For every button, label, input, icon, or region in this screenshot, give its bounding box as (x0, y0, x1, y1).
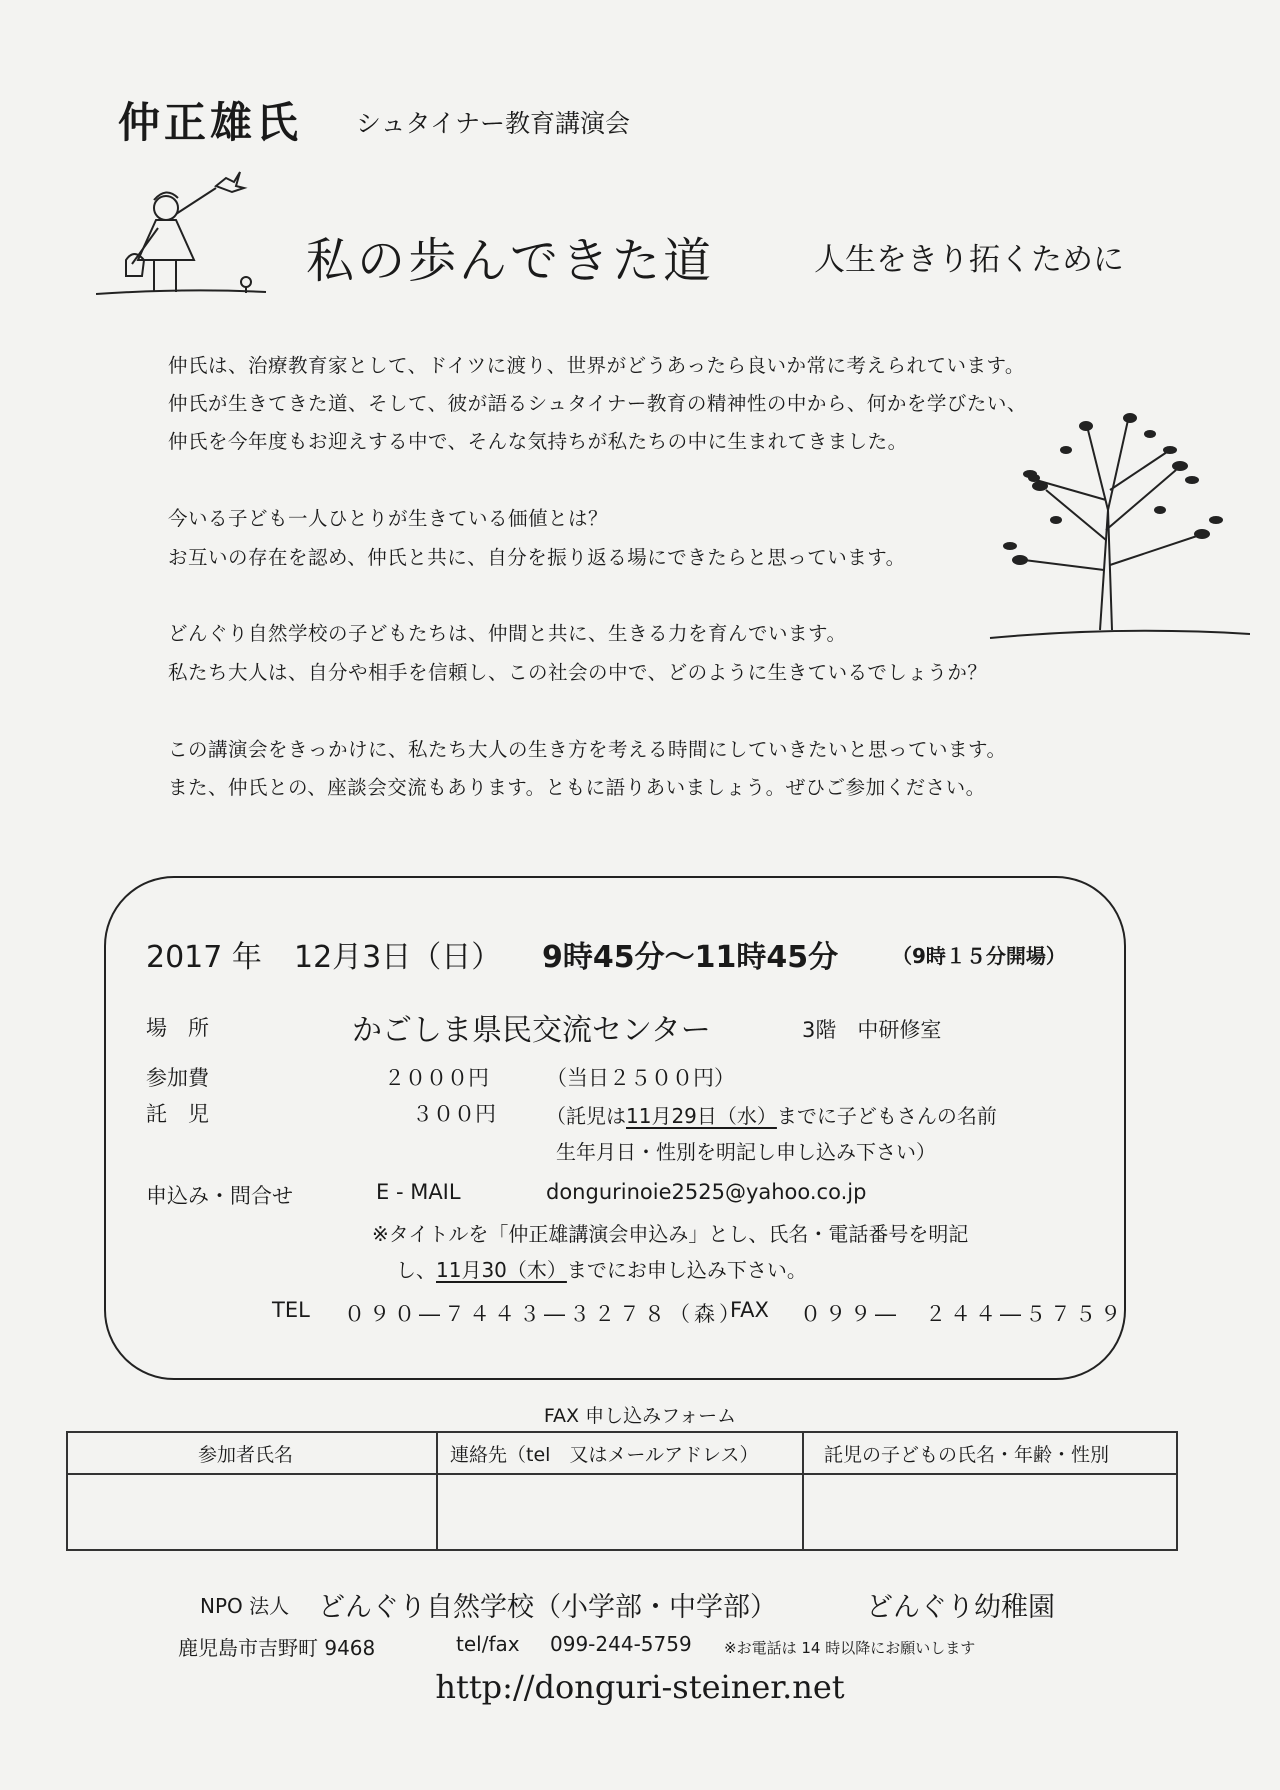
venue-label: 場 所 (146, 1016, 209, 1040)
tel-label: TEL (272, 1298, 310, 1322)
lecture-subtitle: 人生をきり拓くために (814, 242, 1124, 278)
lecture-series: シュタイナー教育講演会 (356, 109, 631, 138)
girl-with-bird-illustration (96, 156, 286, 336)
email-label: E - MAIL (376, 1180, 461, 1204)
venue-room: 3階 中研修室 (802, 1018, 942, 1042)
apply-label: 申込み・問合せ (146, 1184, 293, 1208)
org-address: 鹿児島市吉野町 9468 (178, 1636, 376, 1660)
venue-name: かごしま県民交流センター (352, 1013, 711, 1048)
org-name: どんぐり自然学校（小学部・中学部） (318, 1592, 777, 1623)
tree-illustration (980, 390, 1250, 650)
form-cell-contact[interactable] (437, 1474, 803, 1550)
fax-number: ０９９― ２４４―５７５９ (800, 1302, 1125, 1326)
event-info-box (104, 876, 1126, 1380)
intro-line: また、仲氏との、座談会交流もあります。ともに語りあいましょう。ぜひご参加ください。 (168, 776, 986, 799)
kindergarten-name: どんぐり幼稚園 (866, 1592, 1055, 1623)
org-prefix: NPO 法人 (200, 1594, 290, 1618)
apply-note-line2: し、11月30（木）までにお申し込み下さい。 (396, 1258, 807, 1282)
event-time: 9時45分～11時45分 (542, 940, 839, 975)
website-url[interactable]: http://donguri-steiner.net (435, 1668, 845, 1706)
intro-line: 私たち大人は、自分や相手を信頼し、この社会の中で、どのように生きているでしょうか？ (168, 661, 988, 684)
email-address[interactable]: dongurinoie2525@yahoo.co.jp (546, 1180, 867, 1204)
intro-line: この講演会をきっかけに、私たち大人の生き方を考える時間にしていきたいと思っています。 (168, 738, 1007, 761)
bird-icon (216, 172, 244, 192)
fax-label: FAX (730, 1298, 769, 1322)
apply-note: ※タイトルを「仲正雄講演会申込み」とし、氏名・電話番号を明記 (372, 1222, 969, 1246)
childcare-label: 託 児 (146, 1102, 209, 1126)
intro-line: どんぐり自然学校の子どもたちは、仲間と共に、生きる力を育んでいます。 (168, 622, 847, 645)
intro-line: 仲氏を今年度もお迎えする中で、そんな気持ちが私たちの中に生まれてきました。 (168, 430, 908, 453)
fee-same-day: （当日２５００円） (546, 1066, 735, 1090)
childcare-note-line2: 生年月日・性別を明記し申し込み下さい） (556, 1140, 936, 1164)
org-tel: 099-244-5759 (550, 1632, 692, 1656)
event-year: 2017 年 (146, 940, 262, 975)
intro-line: 仲氏は、治療教育家として、ドイツに渡り、世界がどうあったら良いか常に考えられています。 (168, 354, 1025, 377)
form-header-name: 参加者氏名 (67, 1432, 437, 1474)
tel-number: ０９０―７４４３―３２７８（森） (344, 1302, 744, 1326)
form-header-child: 託児の子どもの氏名・年齢・性別 (803, 1432, 1177, 1474)
form-cell-child[interactable] (803, 1474, 1177, 1550)
intro-line: 仲氏が生きてきた道、そして、彼が語るシュタイナー教育の精神性の中から、何かを学びたい、 (168, 392, 1027, 415)
event-date: 12月3日（日） (294, 940, 502, 975)
form-cell-name[interactable] (67, 1474, 437, 1550)
speaker-name: 仲正雄氏 (118, 98, 303, 147)
childcare-deadline: 11月29日（水） (626, 1104, 777, 1128)
lecture-title: 私の歩んできた道 (306, 233, 715, 289)
fee-amount: ２０００円 (384, 1066, 489, 1090)
childcare-note: （託児は11月29日（水）までに子どもさんの名前 (546, 1104, 997, 1128)
form-header-contact: 連絡先（tel 又はメールアドレス） (437, 1432, 803, 1474)
intro-line: お互いの存在を認め、仲氏と共に、自分を振り返る場にできたらと思っています。 (168, 546, 906, 569)
org-tel-label: tel/fax (456, 1632, 520, 1656)
childcare-fee: ３００円 (412, 1102, 496, 1126)
fax-form-table (66, 1431, 1178, 1551)
call-hours-note: ※お電話は 14 時以降にお願いします (724, 1639, 976, 1657)
doors-open: （9時１５分開場） (892, 944, 1066, 968)
fax-form-title: FAX 申し込みフォーム (543, 1405, 737, 1427)
fee-label: 参加費 (146, 1066, 209, 1090)
apply-deadline: 11月30（木） (436, 1258, 567, 1282)
intro-line: 今いる子ども一人ひとりが生きている価値とは？ (168, 507, 609, 530)
